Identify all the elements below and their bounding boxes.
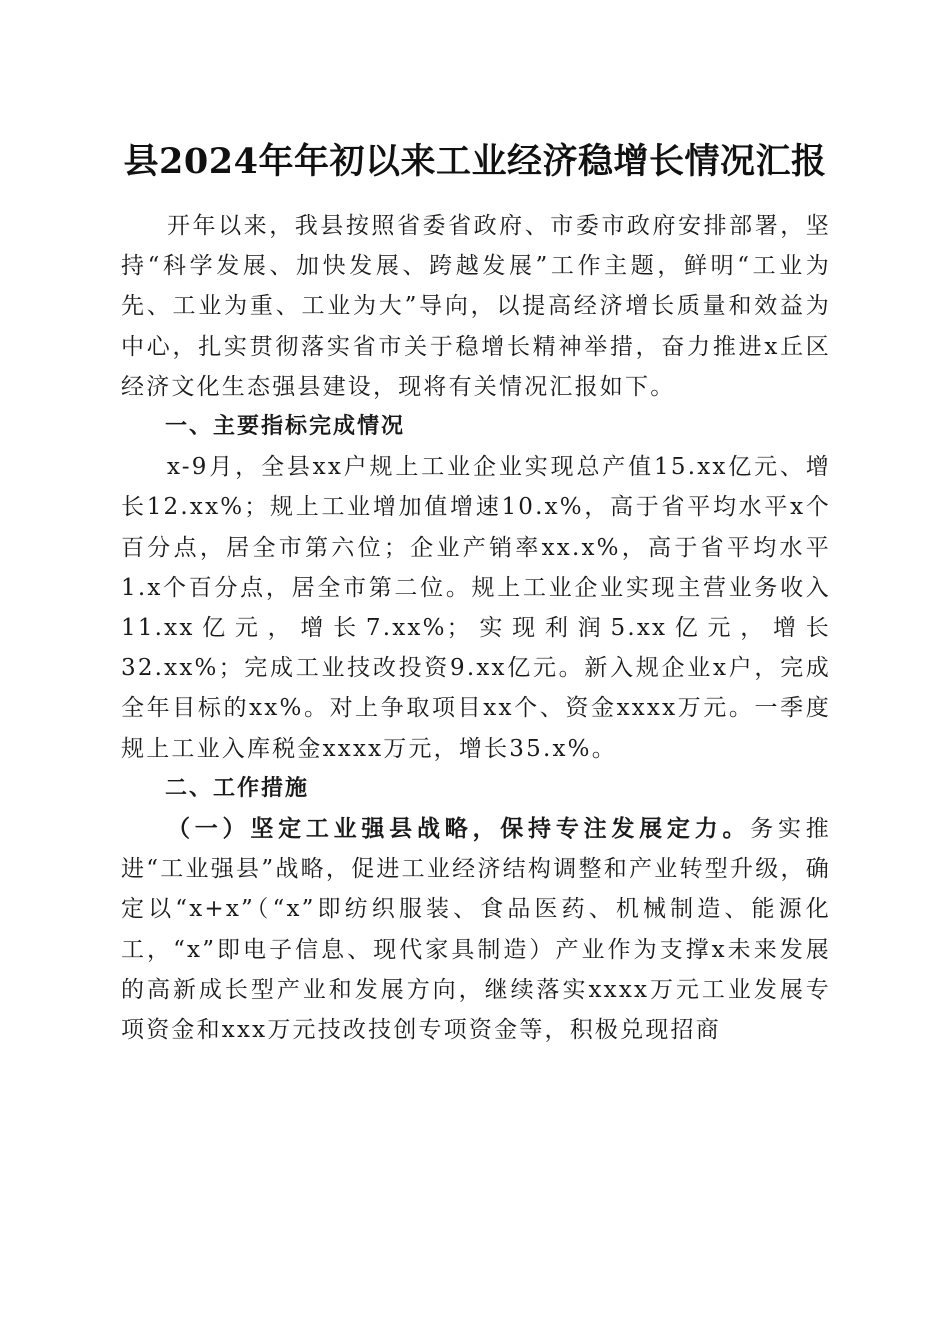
- work-measures-paragraph: [121, 809, 831, 1050]
- document-title: 县2024年年初以来工业经济稳增长情况汇报: [123, 141, 827, 182]
- section-heading-work-measures: 二、工作措施: [165, 775, 310, 801]
- document-body: [121, 206, 831, 1050]
- intro-paragraph: 开年以来，我县按照省委省政府、市委市政府安排部署，坚持“科学发展、加快发展、跨越发展”工作主题，鲜明“工业为先、工业为重、工业为大”导向，以提高经济增长质量和效益为中心，扎实贯彻落实省市关于稳增长精神举措，奋力推进x丘区经济文化生态强县建设，现将有关情况汇报如下。: [121, 213, 831, 400]
- main-indicators-paragraph: x-9月，全县xx户规上工业企业实现总产值15.xx亿元、增长12.xx%；规上工业增加值增速10.x%，高于省平均水平x个百分点，居全市第六位；企业产销率xx.x%，高于省平均水平1.x个百分点，居全市第二位。规上工业企业实现主营业务收入11.xx亿元，增长7.xx%；实现利润5.xx亿元，增长32.xx%；完成工业技改投资9.xx亿元。新入规企业x户，完成全年目标的xx%。对上争取项目xx个、资金xxxx万元。一季度规上工业入库税金xxxx万元，增长35.x%。: [121, 454, 831, 762]
- section-heading-main-indicators: 一、主要指标完成情况: [165, 414, 406, 440]
- industrial-strategy-text: 务实推进“工业强县”战略，促进工业经济结构调整和产业转型升级，确定以“x+x”（“x”即纺织服装、食品医药、机械制造、能源化工，“x”即电子信息、现代家具制造）产业作为支撑x未来发展的高新成长型产业和发展方向，继续落实xxxx万元工业发展专项资金和xxx万元技改技创专项资金等，积极兑现招商: [121, 816, 831, 1044]
- sub-heading-industrial-strategy: （一）坚定工业强县战略，保持专注发展定力。: [167, 815, 751, 843]
